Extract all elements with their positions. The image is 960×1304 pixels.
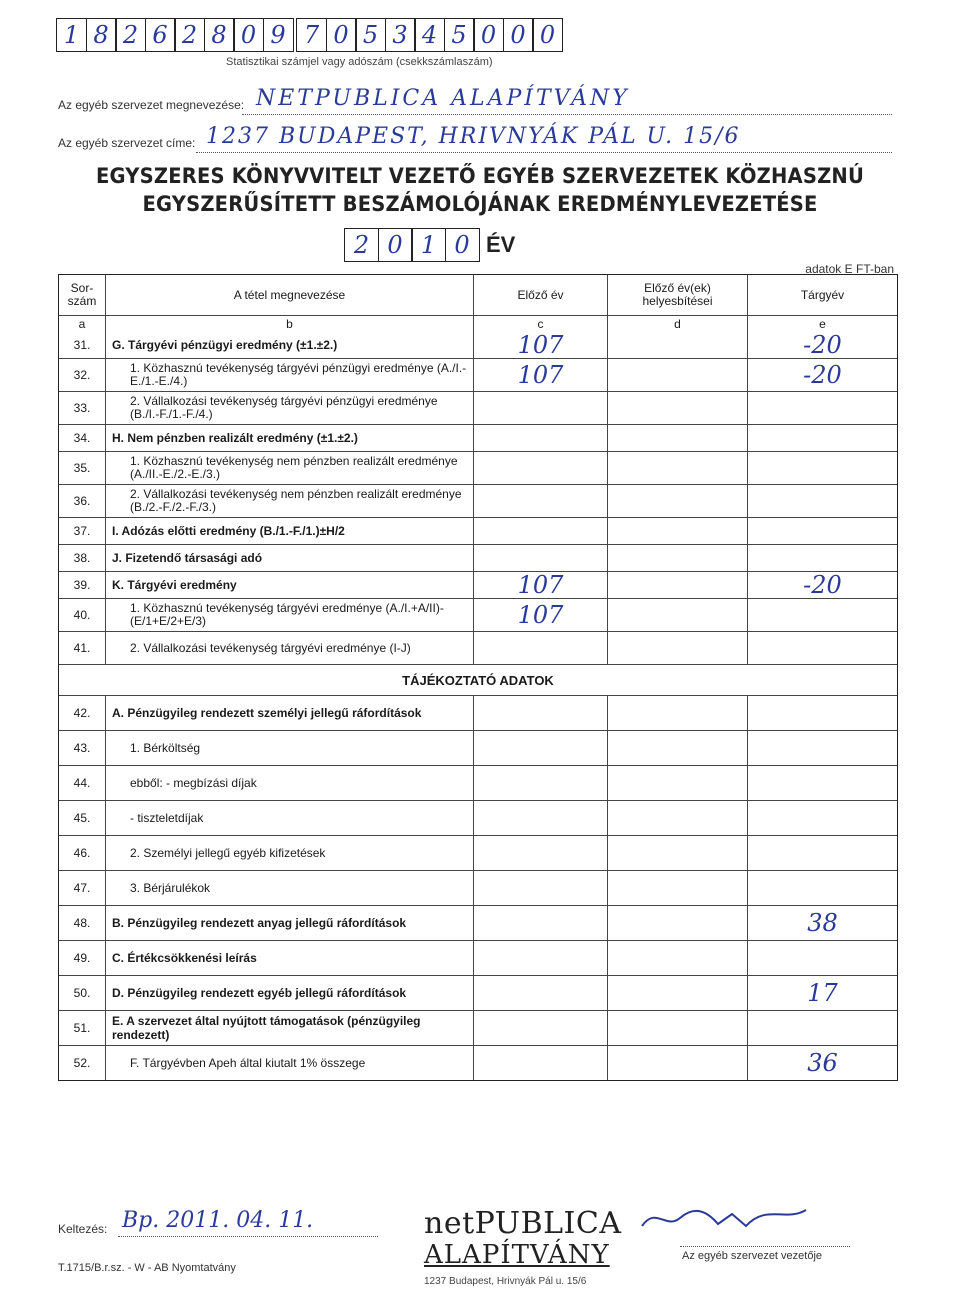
row-label: 2. Vállalkozási tevékenység tárgyévi eredménye (I-J) <box>105 632 473 664</box>
current-year-value <box>747 871 897 905</box>
row-label: 1. Közhasznú tevékenység tárgyévi pénzügyi eredménye (A./I.-E./1.-E./4.) <box>105 359 473 391</box>
current-year-value <box>747 731 897 765</box>
form-title-line1: EGYSZERES KÖNYVVITELT VEZETŐ EGYÉB SZERVEZETEK KÖZHASZNÚ <box>95 164 865 188</box>
row-label: I. Adózás előtti eredmény (B./1.-F./1.)±H/2 <box>105 518 473 544</box>
row-label: ebből: - megbízási díjak <box>105 766 473 800</box>
current-year-value <box>747 518 897 544</box>
row-number: 31. <box>73 338 91 352</box>
adjustment-value <box>607 572 747 598</box>
current-year-value <box>747 452 897 484</box>
row-label: F. Tárgyévben Apeh által kiutalt 1% összege <box>105 1046 473 1080</box>
row-label: - tiszteletdíjak <box>105 801 473 835</box>
id-digit-box: 5 <box>444 18 475 52</box>
prev-year-value <box>473 632 607 664</box>
current-year-value <box>747 941 897 975</box>
row-label: 1. Bérköltség <box>105 731 473 765</box>
row-number: 36. <box>73 494 91 508</box>
table-row <box>59 391 897 424</box>
year-row <box>344 228 515 262</box>
year-digit-box: 0 <box>445 228 480 262</box>
table-row <box>59 940 897 975</box>
id-digit-box: 8 <box>86 18 117 52</box>
current-year-value <box>747 1011 897 1045</box>
row-label: H. Nem pénzben realizált eredmény (±1.±2.) <box>105 425 473 451</box>
prev-year-value: 107 <box>473 332 607 358</box>
table-row <box>59 517 897 544</box>
row-label: C. Értékcsökkenési leírás <box>105 941 473 975</box>
row-number: 32. <box>73 368 91 382</box>
id-digit-box: 6 <box>145 18 176 52</box>
id-digit-box: 0 <box>326 18 357 52</box>
id-digit-box: 4 <box>414 18 445 52</box>
col-letter-e: e <box>747 316 897 332</box>
prev-year-value <box>473 836 607 870</box>
adjustment-value <box>607 766 747 800</box>
prev-year-value <box>473 976 607 1010</box>
adjustment-value <box>607 906 747 940</box>
col-letter-d: d <box>607 316 747 332</box>
col-letter-b: b <box>105 316 473 332</box>
row-number: 41. <box>73 641 91 655</box>
table-row <box>59 975 897 1010</box>
current-year-value <box>747 425 897 451</box>
stamp-address: 1237 Budapest, Hrivnyák Pál u. 15/6 <box>424 1276 587 1287</box>
table-row <box>59 358 897 391</box>
row-label: 1. Közhasznú tevékenység nem pénzben realizált eredménye (A./II.-E./2.-E./3.) <box>105 452 473 484</box>
row-label: D. Pénzügyileg rendezett egyéb jellegű ráfordítások <box>105 976 473 1010</box>
adjustment-value <box>607 452 747 484</box>
current-year-value: 38 <box>747 906 897 940</box>
signature-underline <box>680 1246 850 1247</box>
prev-year-value <box>473 941 607 975</box>
adjustment-value <box>607 976 747 1010</box>
table-row <box>59 451 897 484</box>
statistical-id-caption: Statisztikai számjel vagy adószám (csekkszámlaszám) <box>226 56 493 68</box>
table-row <box>59 1045 897 1080</box>
id-digit-box: 2 <box>115 18 146 52</box>
adjustment-value <box>607 696 747 730</box>
prev-year-value <box>473 518 607 544</box>
row-number: 43. <box>73 741 91 755</box>
row-number: 50. <box>73 986 91 1000</box>
row-number: 47. <box>73 881 91 895</box>
table-row <box>59 631 897 664</box>
prev-year-value <box>473 485 607 517</box>
adjustment-value <box>607 731 747 765</box>
current-year-value <box>747 766 897 800</box>
col-c-header: Előző év <box>473 275 607 315</box>
id-digit-box: 0 <box>473 18 504 52</box>
id-digit-box: 5 <box>355 18 386 52</box>
signature-graphic <box>636 1200 836 1240</box>
id-digit-box: 0 <box>233 18 264 52</box>
prev-year-value: 107 <box>473 359 607 391</box>
current-year-value <box>747 485 897 517</box>
row-number: 38. <box>73 551 91 565</box>
table-row <box>59 484 897 517</box>
form-code: T.1715/B.r.sz. - W - AB Nyomtatvány <box>58 1262 236 1274</box>
table-row <box>59 571 897 598</box>
row-label: G. Tárgyévi pénzügyi eredmény (±1.±2.) <box>105 332 473 358</box>
prev-year-value: 107 <box>473 572 607 598</box>
stamp-logo-line1: netPUBLICA <box>424 1206 622 1241</box>
signatory-label: Az egyéb szervezet vezetője <box>682 1250 823 1262</box>
id-digit-box: 2 <box>174 18 205 52</box>
row-number: 40. <box>73 608 91 622</box>
col-e-header: Tárgyév <box>747 275 897 315</box>
row-number: 49. <box>73 951 91 965</box>
col-b-header: A tétel megnevezése <box>105 275 473 315</box>
adjustment-value <box>607 871 747 905</box>
row-number: 33. <box>73 401 91 415</box>
row-label: 2. Vállalkozási tevékenység nem pénzben realizált eredménye (B./2.-F./2.-F./3.) <box>105 485 473 517</box>
col-letter-a: a <box>78 317 86 331</box>
year-label: ÉV <box>486 232 516 257</box>
row-label: J. Fizetendő társasági adó <box>105 545 473 571</box>
row-label: K. Tárgyévi eredmény <box>105 572 473 598</box>
date-value: Bp. 2011. 04. 11. <box>122 1208 314 1233</box>
id-digit-box: 7 <box>296 18 327 52</box>
prev-year-value <box>473 906 607 940</box>
statistical-id-boxes <box>56 18 562 52</box>
prev-year-value <box>473 452 607 484</box>
adjustment-value <box>607 485 747 517</box>
adjustment-value <box>607 425 747 451</box>
current-year-value <box>747 801 897 835</box>
org-name-underline <box>242 114 892 115</box>
current-year-value: -20 <box>747 359 897 391</box>
current-year-value <box>747 545 897 571</box>
year-digit-box: 2 <box>344 228 379 262</box>
table-row <box>59 835 897 870</box>
org-name-value: NETPUBLICA ALAPÍTVÁNY <box>256 86 630 111</box>
row-label: 1. Közhasznú tevékenység tárgyévi eredménye (A./I.+A/II)-(E/1+E/2+E/3) <box>105 599 473 631</box>
col-letter-c: c <box>473 316 607 332</box>
row-label: E. A szervezet által nyújtott támogatások (pénzügyileg rendezett) <box>105 1011 473 1045</box>
table-letter-row <box>59 315 897 332</box>
current-year-value <box>747 836 897 870</box>
table-row <box>59 800 897 835</box>
org-name-label: Az egyéb szervezet megnevezése: <box>58 98 245 112</box>
year-digit-box: 1 <box>411 228 446 262</box>
prev-year-value <box>473 801 607 835</box>
current-year-value <box>747 599 897 631</box>
prev-year-value <box>473 1011 607 1045</box>
table-row <box>59 765 897 800</box>
adjustment-value <box>607 392 747 424</box>
org-address-label: Az egyéb szervezet címe: <box>58 136 196 150</box>
date-underline <box>118 1236 378 1237</box>
adjustment-value <box>607 545 747 571</box>
prev-year-value <box>473 731 607 765</box>
col-d-header: Előző év(ek) helyesbítései <box>607 275 747 315</box>
current-year-value <box>747 392 897 424</box>
prev-year-value <box>473 425 607 451</box>
table-body <box>59 332 897 1080</box>
adjustment-value <box>607 941 747 975</box>
id-digit-box: 1 <box>56 18 87 52</box>
table-row <box>59 730 897 765</box>
row-number: 44. <box>73 776 91 790</box>
row-number: 39. <box>73 578 91 592</box>
income-statement-table <box>58 274 898 1081</box>
unit-label: adatok E FT-ban <box>805 262 894 276</box>
table-row <box>59 544 897 571</box>
year-digit-box: 0 <box>378 228 413 262</box>
row-number: 42. <box>73 706 91 720</box>
row-label: 2. Személyi jellegű egyéb kifizetések <box>105 836 473 870</box>
row-number: 51. <box>73 1021 91 1035</box>
adjustment-value <box>607 518 747 544</box>
table-row <box>59 695 897 730</box>
prev-year-value <box>473 871 607 905</box>
adjustment-value <box>607 332 747 358</box>
id-digit-box: 0 <box>503 18 534 52</box>
table-header-row <box>59 275 897 315</box>
org-address-underline <box>196 152 892 153</box>
id-digit-box: 8 <box>204 18 235 52</box>
adjustment-value <box>607 359 747 391</box>
adjustment-value <box>607 1046 747 1080</box>
stamp-logo-line2: ALAPÍTVÁNY <box>424 1240 610 1270</box>
current-year-value: -20 <box>747 332 897 358</box>
date-label: Keltezés: <box>58 1222 108 1236</box>
table-row <box>59 598 897 631</box>
prev-year-value <box>473 766 607 800</box>
id-digit-box: 3 <box>385 18 416 52</box>
row-label: 2. Vállalkozási tevékenység tárgyévi pénzügyi eredménye (B./I.-F./1.-F./4.) <box>105 392 473 424</box>
current-year-value: 36 <box>747 1046 897 1080</box>
current-year-value: 17 <box>747 976 897 1010</box>
info-section-heading: TÁJÉKOZTATÓ ADATOK <box>59 664 897 695</box>
table-row <box>59 905 897 940</box>
prev-year-value: 107 <box>473 599 607 631</box>
row-label: B. Pénzügyileg rendezett anyag jellegű ráfordítások <box>105 906 473 940</box>
row-number: 34. <box>73 431 91 445</box>
current-year-value <box>747 696 897 730</box>
adjustment-value <box>607 599 747 631</box>
row-number: 45. <box>73 811 91 825</box>
prev-year-value <box>473 696 607 730</box>
row-label: 3. Bérjárulékok <box>105 871 473 905</box>
row-number: 48. <box>73 916 91 930</box>
row-number: 52. <box>73 1056 91 1070</box>
adjustment-value <box>607 632 747 664</box>
adjustment-value <box>607 801 747 835</box>
current-year-value <box>747 632 897 664</box>
prev-year-value <box>473 392 607 424</box>
adjustment-value <box>607 1011 747 1045</box>
row-number: 46. <box>73 846 91 860</box>
row-number: 37. <box>73 524 91 538</box>
id-digit-box: 9 <box>263 18 294 52</box>
prev-year-value <box>473 1046 607 1080</box>
prev-year-value <box>473 545 607 571</box>
year-boxes <box>344 228 478 262</box>
table-row <box>59 332 897 358</box>
table-row <box>59 424 897 451</box>
table-row <box>59 1010 897 1045</box>
col-a-header: Sor- szám <box>67 281 97 308</box>
row-label: A. Pénzügyileg rendezett személyi jellegű ráfordítások <box>105 696 473 730</box>
table-row <box>59 870 897 905</box>
org-address-value: 1237 BUDAPEST, HRIVNYÁK PÁL U. 15/6 <box>206 124 741 149</box>
adjustment-value <box>607 836 747 870</box>
row-number: 35. <box>73 461 91 475</box>
form-title-line2: EGYSZERŰSÍTETT BESZÁMOLÓJÁNAK EREDMÉNYLEVEZETÉSE <box>142 192 818 216</box>
current-year-value: -20 <box>747 572 897 598</box>
id-digit-box: 0 <box>532 18 563 52</box>
